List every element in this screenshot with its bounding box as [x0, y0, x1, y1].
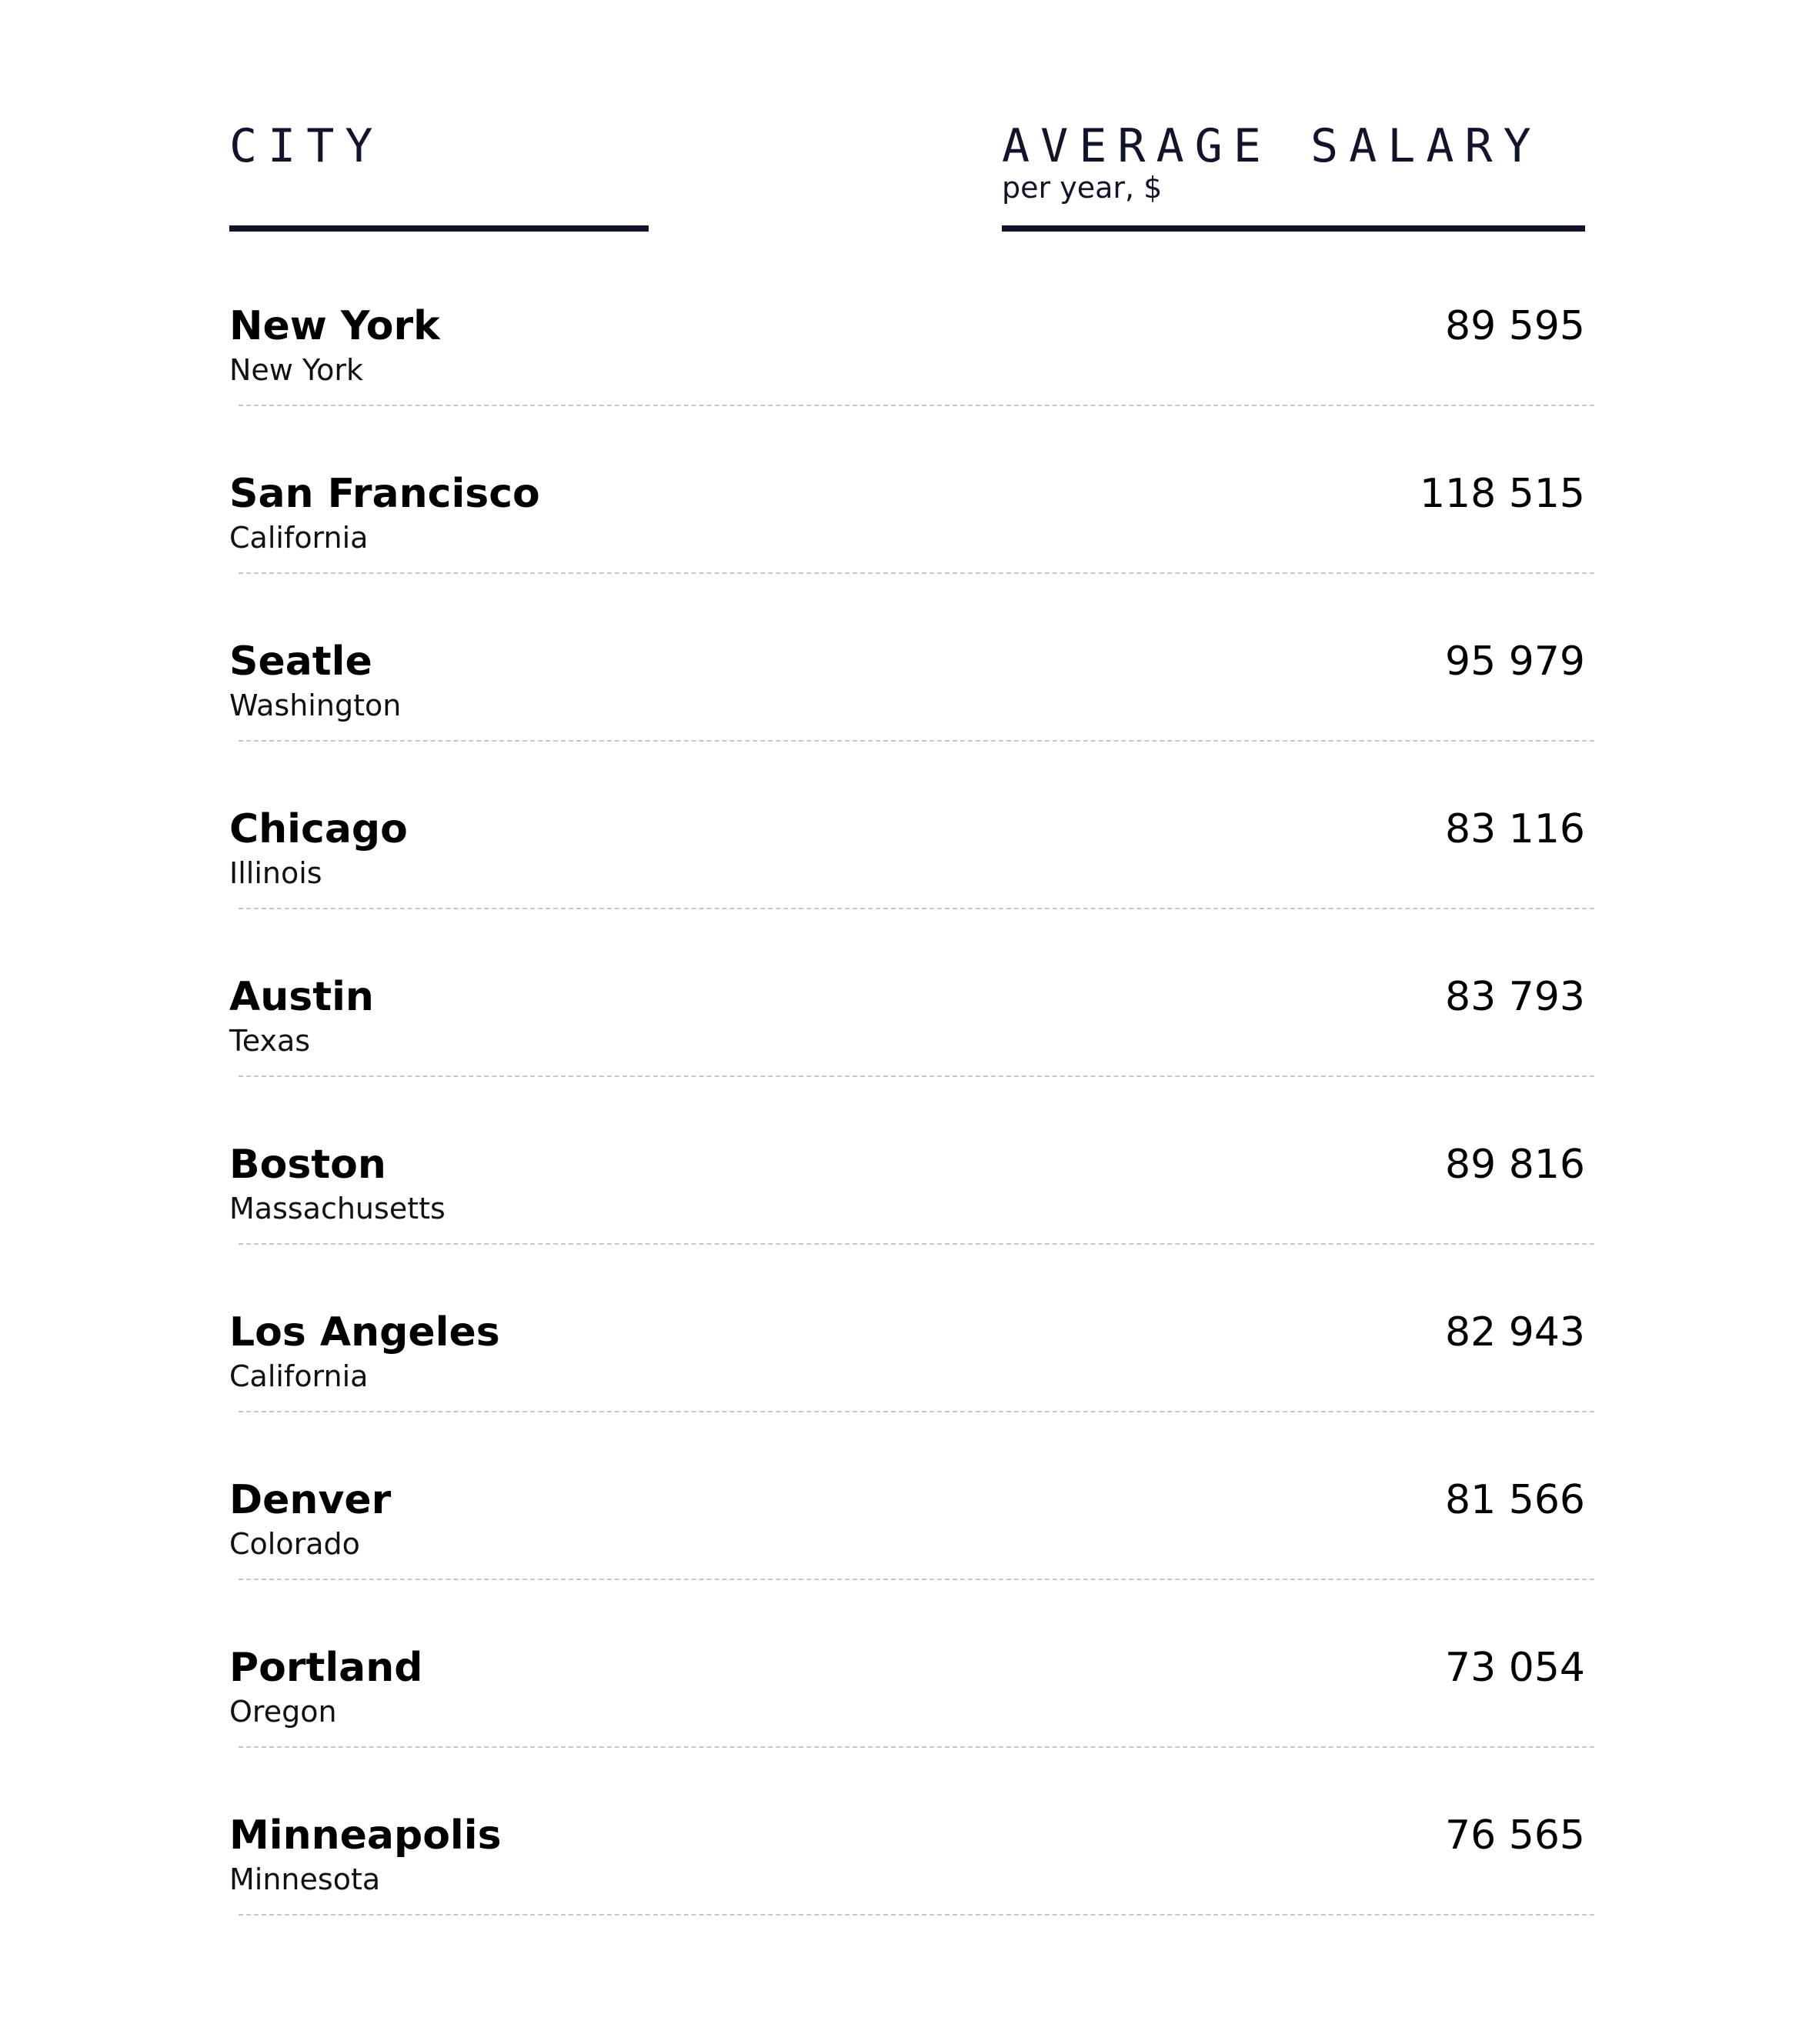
- state-name: Illinois: [229, 856, 322, 890]
- city-name: San Francisco: [229, 471, 540, 517]
- row-divider: [239, 405, 1594, 406]
- row-divider: [239, 908, 1594, 909]
- state-name: Oregon: [229, 1695, 337, 1729]
- table-row: [229, 445, 1585, 612]
- city-header-rule: [229, 225, 649, 232]
- state-name: Colorado: [229, 1527, 360, 1561]
- salary-value: 81 566: [1445, 1477, 1585, 1523]
- salary-value: 95 979: [1445, 639, 1585, 685]
- salary-column-header: [1002, 119, 1585, 205]
- row-divider: [239, 572, 1594, 574]
- city-name: Portland: [229, 1645, 423, 1691]
- city-name: Austin: [229, 974, 374, 1020]
- row-divider: [239, 740, 1594, 742]
- state-name: Texas: [229, 1024, 311, 1058]
- salary-value: 89 816: [1445, 1142, 1585, 1188]
- salary-header-sublabel: per year, $: [1002, 171, 1163, 205]
- salary-value: 82 943: [1445, 1309, 1585, 1355]
- table-row: [229, 1451, 1585, 1619]
- salary-header-label: AVERAGE SALARY: [1002, 119, 1542, 173]
- salary-value: 76 565: [1445, 1812, 1585, 1859]
- salary-value: 83 793: [1445, 974, 1585, 1020]
- salary-value: 73 054: [1445, 1645, 1585, 1691]
- salary-value: 89 595: [1445, 303, 1585, 349]
- table-row: [229, 948, 1585, 1115]
- row-divider: [239, 1411, 1594, 1412]
- table-row: [229, 1619, 1585, 1786]
- table-row: [229, 1115, 1585, 1283]
- city-name: Boston: [229, 1142, 386, 1188]
- city-header-label: CITY: [229, 119, 384, 173]
- table-row: [229, 277, 1585, 445]
- row-divider: [239, 1914, 1594, 1916]
- state-name: Washington: [229, 689, 402, 722]
- salary-header-rule: [1002, 225, 1585, 232]
- city-name: Chicago: [229, 806, 408, 852]
- city-name: Los Angeles: [229, 1309, 500, 1355]
- row-divider: [239, 1579, 1594, 1580]
- state-name: Minnesota: [229, 1862, 381, 1896]
- city-name: Denver: [229, 1477, 392, 1523]
- city-column-header: [229, 119, 649, 173]
- table-row: [229, 612, 1585, 780]
- city-name: Minneapolis: [229, 1812, 502, 1859]
- state-name: Massachusetts: [229, 1192, 446, 1225]
- row-divider: [239, 1243, 1594, 1245]
- city-name: New York: [229, 303, 440, 349]
- state-name: California: [229, 521, 369, 555]
- state-name: New York: [229, 353, 364, 387]
- state-name: California: [229, 1359, 369, 1393]
- table-body: [229, 277, 1585, 1954]
- salary-value: 118 515: [1419, 471, 1585, 517]
- salary-value: 83 116: [1445, 806, 1585, 852]
- table-row: [229, 1786, 1585, 1954]
- table-row: [229, 780, 1585, 948]
- salary-table: [229, 0, 1585, 2044]
- row-divider: [239, 1746, 1594, 1748]
- row-divider: [239, 1075, 1594, 1077]
- table-row: [229, 1283, 1585, 1451]
- city-name: Seatle: [229, 639, 372, 685]
